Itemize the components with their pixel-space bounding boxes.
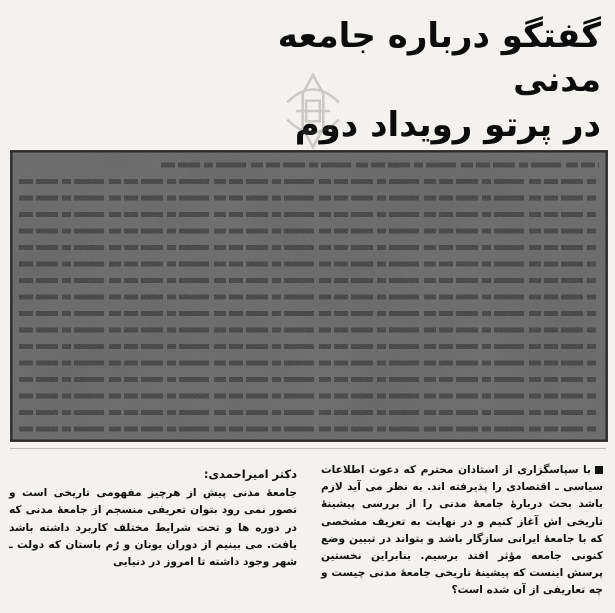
obscured-text-texture: [11, 151, 607, 441]
author-name: دکتر امیراحمدی:: [203, 467, 297, 481]
watermark-emblem-icon: [270, 68, 356, 154]
square-bullet-icon: [595, 466, 603, 474]
intro-question-text: با سپاسگزاری از استادان محترم که دعوت اطلاعات سیاسی ـ اقتصادی را پذیرفته اند. به نظر می آید لازم باشد بحث دربارهٔ جامعهٔ مدنی را از بررسی پیشینهٔ تاریخی اش آغاز کنیم و در نهایت به تعریف مشخصی که با جامعهٔ ایرانی سازگار باشد و بتواند در تبیین وضع کنونی جامعه مؤثر افتد برسیم. بنابراین نخستین پرسش اینست که پیشینهٔ تاریخی جامعهٔ مدنی چیست و چه تعاریفی از آن شده است؟: [321, 464, 603, 597]
section-divider: [10, 448, 606, 449]
headline-line-1: گفتگو درباره جامعه مدنی: [277, 16, 601, 100]
answer-text: جامعهٔ مدنی پیش از هرچیز مفهومی تاریخی است و تصور نمی رود بتوان تعریفی منسجم از جامعهٔ مدنی که در دوره ها و تحت شرایط مختلف کاربرد داشته باشد یافت. می بینیم از دوران یونان و رُم باستان که دولت ـ شهر وجود داشته تا امروز در دنیایی: [9, 487, 297, 569]
darkened-text-box: [10, 150, 608, 442]
answer-column: [9, 466, 297, 571]
headline-line-2: در پرتو رویداد دوم: [294, 105, 601, 145]
intro-question-column: [321, 462, 603, 600]
